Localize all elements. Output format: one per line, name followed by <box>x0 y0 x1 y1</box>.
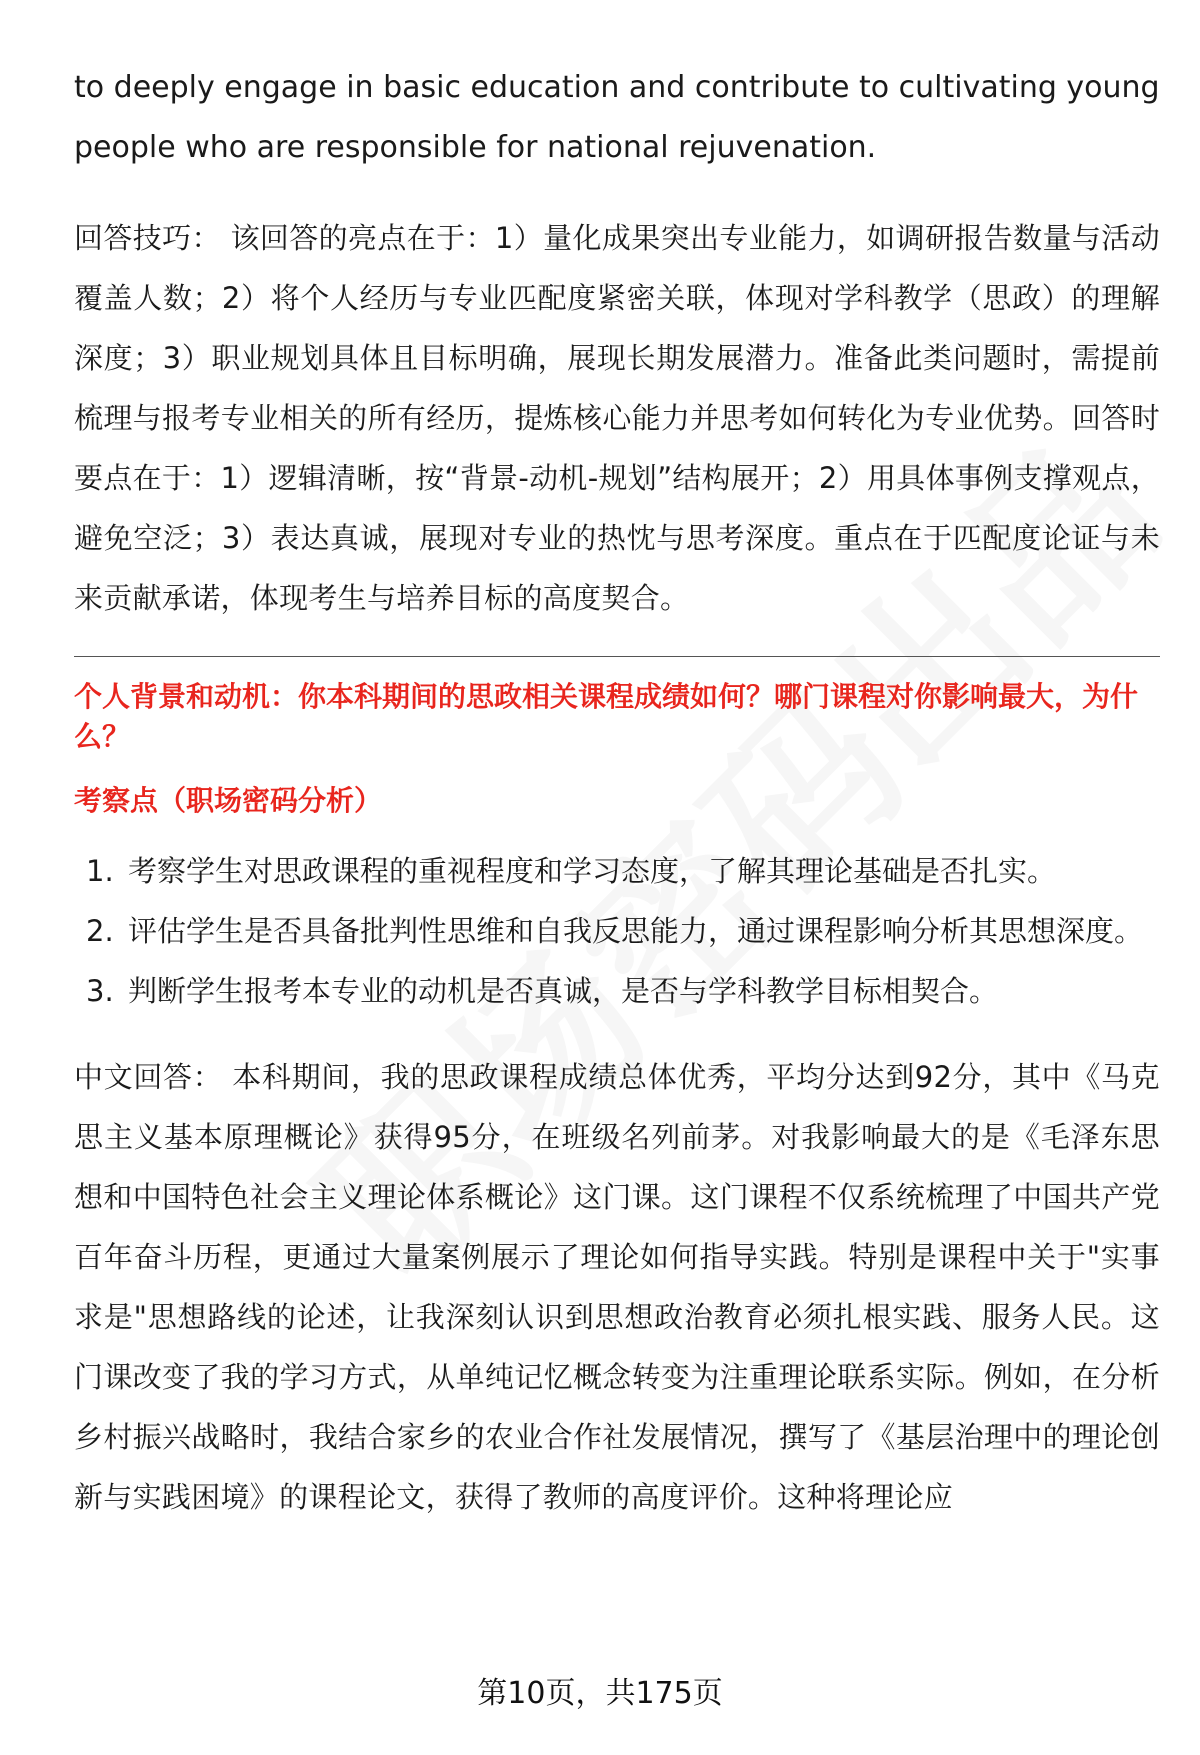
list-number: 1. <box>86 854 114 888</box>
list-item <box>74 901 1160 961</box>
list-text: 评估学生是否具备批判性思维和自我反思能力，通过课程影响分析其思想深度。 <box>128 914 1144 948</box>
list-number: 3. <box>86 974 114 1008</box>
exam-points-list <box>74 841 1160 1021</box>
question-heading: 个人背景和动机：你本科期间的思政相关课程成绩如何？哪门课程对你影响最大，为什么？ <box>74 680 1139 753</box>
answer-paragraph <box>74 1047 1160 1527</box>
list-item <box>74 961 1160 1021</box>
tips-paragraph <box>74 208 1160 628</box>
document-page <box>74 58 1160 1527</box>
tips-label: 回答技巧： <box>74 221 221 255</box>
list-number: 2. <box>86 914 114 948</box>
page-number: 第10页，共175页 <box>477 1676 723 1711</box>
list-text: 判断学生报考本专业的动机是否真诚，是否与学科教学目标相契合。 <box>128 974 999 1008</box>
answer-text: 本科期间，我的思政课程成绩总体优秀，平均分达到92分，其中《马克思主义基本原理概论》获得95分，在班级名列前茅。对我影响最大的是《毛泽东思想和中国特色社会主义理论体系概论》这门课。这门课程不仅系统梳理了中国共产党百年奋斗历程，更通过大量案例展示了理论如何指导实践。特别是课程中关于"实事求是"思想路线的论述，让我深刻认识到思想政治教育必须扎根实践、服务人民。这门课改变了我的学习方式，从单纯记忆概念转变为注重理论联系实际。例如，在分析乡村振兴战略时，我结合家乡的农业合作社发展情况，撰写了《基层治理中的理论创新与实践困境》的课程论文，获得了教师的高度评价。这种将理论应 <box>74 1060 1160 1514</box>
list-item <box>74 841 1160 901</box>
answer-label: 中文回答： <box>74 1060 223 1094</box>
top-paragraph: to deeply engage in basic education and contribute to cultivating young people who are responsible for national rejuvenation. <box>74 70 1160 165</box>
list-text: 考察学生对思政课程的重视程度和学习态度，了解其理论基础是否扎实。 <box>128 854 1057 888</box>
exam-points-heading: 考察点（职场密码分析） <box>74 784 383 817</box>
tips-text: 该回答的亮点在于：1）量化成果突出专业能力，如调研报告数量与活动覆盖人数；2）将个人经历与专业匹配度紧密关联，体现对学科教学（思政）的理解深度；3）职业规划具体且目标明确，展现长期发展潜力。准备此类问题时，需提前梳理与报考专业相关的所有经历，提炼核心能力并思考如何转化为专业优势。回答时要点在于：1）逻辑清晰，按“背景-动机-规划”结构展开；2）用具体事例支撑观点，避免空泛；3）表达真诚，展现对专业的热忱与思考深度。重点在于匹配度论证与未来贡献承诺，体现考生与培养目标的高度契合。 <box>74 221 1160 615</box>
